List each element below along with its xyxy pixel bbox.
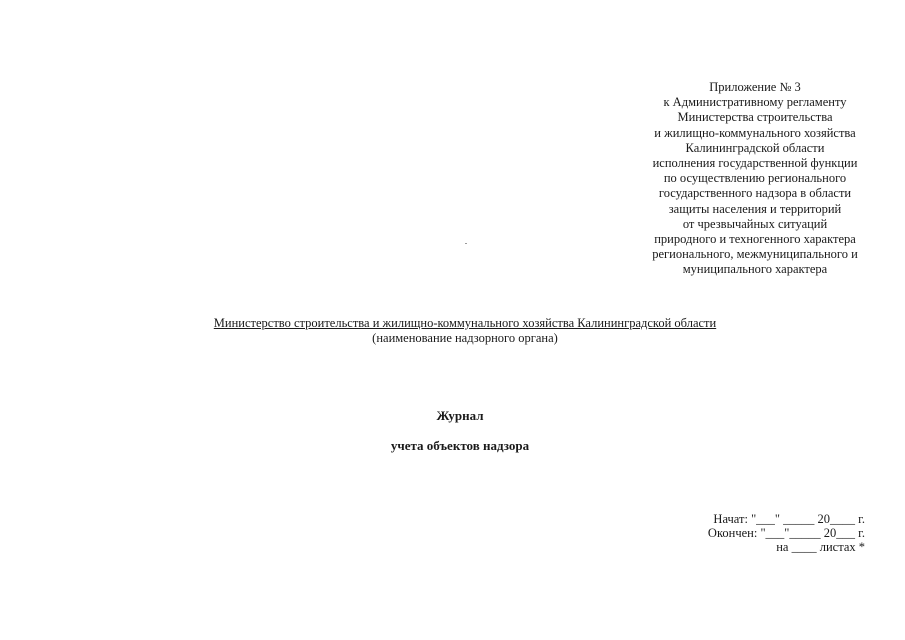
appendix-line: Министерства строительства xyxy=(677,110,833,125)
appendix-line: Калининградской области xyxy=(685,140,825,155)
appendix-line: регионального, межмуниципального и xyxy=(652,247,858,262)
appendix-line: от чрезвычайных ситуаций xyxy=(682,216,828,231)
appendix-line: государственного надзора в области xyxy=(658,186,852,201)
appendix-line: к Административному регламенту xyxy=(663,95,847,110)
appendix-line: Приложение № 3 xyxy=(709,80,801,94)
authority-name: Министерство строительства и жилищно-коммунального хозяйства Калининградской области xyxy=(213,316,717,330)
sheets-count: на ____ листах * xyxy=(776,540,865,554)
appendix-block xyxy=(625,80,885,278)
authority-block xyxy=(200,316,730,346)
scan-speck xyxy=(465,243,467,244)
appendix-line: по осуществлению регионального xyxy=(663,171,847,186)
journal-subtitle: учета объектов надзора xyxy=(390,438,530,453)
dates-block xyxy=(708,512,865,554)
appendix-line: защиты населения и территорий xyxy=(668,201,842,216)
finished-date: Окончен: "___"_____ 20___ г. xyxy=(707,526,865,540)
appendix-line: природного и техногенного характера xyxy=(654,232,856,247)
authority-caption: (наименование надзорного органа) xyxy=(372,331,558,345)
appendix-line: муниципального характера xyxy=(682,262,828,277)
journal-title: Журнал xyxy=(436,408,484,423)
appendix-line: и жилищно-коммунального хозяйства xyxy=(654,125,856,140)
started-date: Начат: "___" _____ 20____ г. xyxy=(713,512,865,526)
appendix-line: исполнения государственной функции xyxy=(652,156,858,171)
